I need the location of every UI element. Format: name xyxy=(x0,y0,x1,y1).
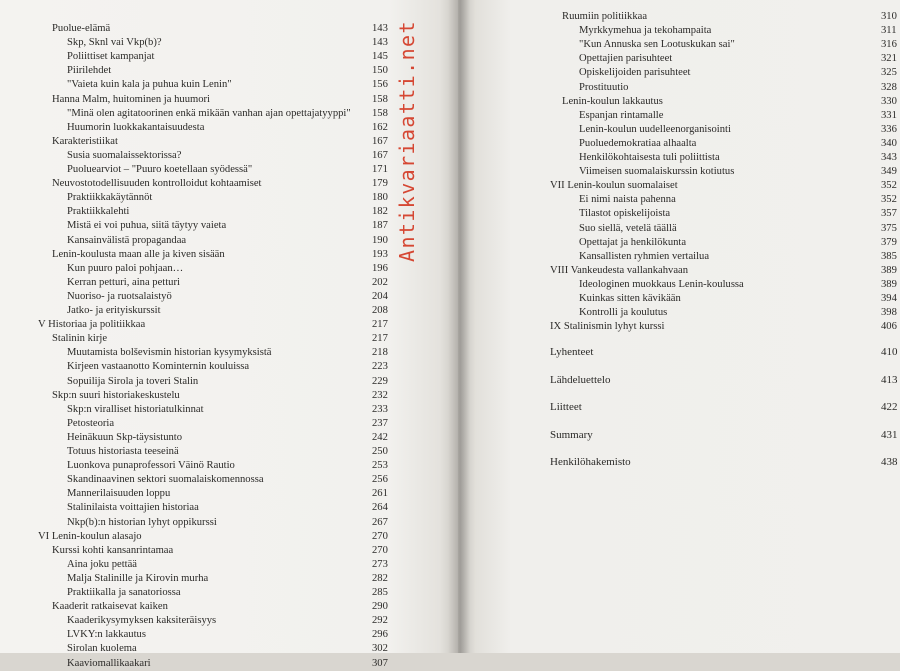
toc-entry-page-number: 406 xyxy=(881,321,897,333)
toc-entry xyxy=(458,178,900,193)
toc-entry-title: Kaaderit ratkaisevat kaiken xyxy=(52,601,168,613)
toc-entry-page-number: 389 xyxy=(881,278,897,290)
toc-entry-page-number: 310 xyxy=(881,11,897,22)
toc-entry xyxy=(0,49,458,64)
toc-entry xyxy=(0,359,458,374)
toc-entry-title: Malja Stalinille ja Kirovin murha xyxy=(67,572,209,584)
toc-entry xyxy=(0,204,458,219)
toc-entry-page-number: 292 xyxy=(372,615,388,627)
toc-entry xyxy=(0,233,458,248)
toc-entry-page-number: 285 xyxy=(372,587,388,598)
toc-entry xyxy=(0,458,458,473)
toc-entry-title: Prostituutio xyxy=(579,81,629,93)
toc-entry-title: Poliittiset kampanjat xyxy=(67,51,155,63)
toc-entry xyxy=(0,345,458,360)
toc-entry-title: Kuinkas sitten kävikään xyxy=(579,293,681,304)
toc-entry-title: Aina joku pettää xyxy=(67,558,138,570)
toc-entry xyxy=(0,529,458,544)
toc-entry-page-number: 394 xyxy=(881,293,897,304)
toc-entry-page-number: 253 xyxy=(372,460,388,472)
toc-entry xyxy=(458,164,900,179)
toc-entry-title: Totuus historiasta teeseinä xyxy=(67,446,179,457)
toc-entry xyxy=(458,65,900,80)
toc-entry-title: Opettajien parisuhteet xyxy=(579,53,673,65)
toc-entry-title: Kontrolli ja koulutus xyxy=(579,307,668,319)
toc-entry xyxy=(458,37,900,52)
toc-entry-title: Kansainvälistä propagandaa xyxy=(67,234,187,246)
toc-entry-page-number: 167 xyxy=(372,135,388,147)
toc-entry-title: Lenin-koulun lakkautus xyxy=(562,95,663,107)
toc-entry-page-number: 208 xyxy=(372,305,388,316)
toc-entry-page-number: 321 xyxy=(881,53,897,65)
toc-entry xyxy=(458,291,900,306)
toc-entry-page-number: 302 xyxy=(372,643,388,655)
toc-entry-title: Kaaviomallikaakari xyxy=(67,657,151,669)
toc-entry-page-number: 261 xyxy=(372,488,388,500)
toc-entry xyxy=(0,444,458,459)
toc-entry-title: Kurssi kohti kansanrintamaa xyxy=(52,544,174,556)
toc-entry xyxy=(458,235,900,250)
toc-entry-page-number: 158 xyxy=(372,107,388,119)
toc-entry xyxy=(0,613,458,628)
toc-entry-title: "Vaieta kuin kala ja puhua kuin Lenin" xyxy=(67,79,232,91)
toc-entry xyxy=(0,317,458,332)
toc-entry-title: V Historiaa ja politiikkaa xyxy=(38,319,146,331)
toc-entry xyxy=(0,92,458,107)
toc-entry-title: Espanjan rintamalle xyxy=(579,109,664,121)
toc-entry xyxy=(0,416,458,431)
toc-entry-page-number: 296 xyxy=(372,629,388,641)
toc-entry-page-number: 282 xyxy=(372,572,388,584)
toc-entry-page-number: 331 xyxy=(881,109,897,121)
toc-entry xyxy=(458,277,900,292)
toc-entry-title: Skp, Sknl vai Vkp(b)? xyxy=(67,37,162,49)
toc-entry-page-number: 256 xyxy=(372,474,388,486)
toc-entry-title: Praktiikalla ja sanatoriossa xyxy=(67,587,181,598)
toc-entry xyxy=(458,23,900,38)
toc-entry-title: Opiskelijoiden parisuhteet xyxy=(579,67,691,79)
toc-entry-title: Neuvostotodellisuuden kontrolloidut kohtaamiset xyxy=(52,178,262,190)
toc-entry-title: Kansallisten ryhmien vertailua xyxy=(579,250,710,262)
toc-entry-title: LVKY:n lakkautus xyxy=(67,629,146,641)
toc-entry-page-number: 218 xyxy=(372,347,388,359)
toc-entry-title: Myrkkymehua ja tekohampaita xyxy=(579,25,712,37)
toc-entry-title: Ideologinen muokkaus Lenin-koulussa xyxy=(579,278,744,290)
toc-entry xyxy=(0,35,458,50)
toc-entry xyxy=(458,51,900,66)
toc-entry-title: VI Lenin-koulun alasajo xyxy=(38,530,142,542)
toc-entry-page-number: 242 xyxy=(372,431,388,443)
toc-entry-title: Petosteoria xyxy=(67,417,115,429)
toc-entry-title: Tilastot opiskelijoista xyxy=(579,208,671,220)
toc-entry xyxy=(458,122,900,137)
toc-entry-title: Puoluedemokratiaa alhaalta xyxy=(579,137,697,149)
toc-entry-page-number: 270 xyxy=(372,530,388,542)
toc-entry-page-number: 389 xyxy=(881,264,897,276)
toc-entry-title: Skp:n suuri historiakeskustelu xyxy=(52,389,180,401)
toc-entry-page-number: 357 xyxy=(881,208,897,220)
toc-entry-page-number: 250 xyxy=(372,446,388,457)
toc-entry-page-number: 143 xyxy=(372,37,388,49)
toc-entry-title: Praktiikkalehti xyxy=(67,206,130,218)
toc-entry xyxy=(0,106,458,121)
toc-entry-page-number: 217 xyxy=(372,319,388,331)
toc-entry xyxy=(458,455,900,470)
toc-entry xyxy=(0,599,458,614)
toc-entry xyxy=(0,557,458,572)
toc-entry-page-number: 202 xyxy=(372,276,388,288)
toc-entry-title: Kerran petturi, aina petturi xyxy=(67,276,180,288)
toc-entry xyxy=(0,472,458,487)
toc-entry-title: IX Stalinismin lyhyt kurssi xyxy=(550,321,665,333)
toc-entry-page-number: 330 xyxy=(881,95,897,107)
toc-entry xyxy=(0,627,458,642)
toc-entry-title: "Kun Annuska sen Lootuskukan sai" xyxy=(579,39,735,51)
toc-entry-title: Piirilehdet xyxy=(67,65,112,77)
toc-entry-page-number: 316 xyxy=(881,39,897,51)
toc-entry-page-number: 143 xyxy=(372,23,388,34)
toc-entry xyxy=(0,275,458,290)
toc-entry xyxy=(0,261,458,276)
toc-entry-title: Henkilökohtaisesta tuli poliittista xyxy=(579,152,720,163)
toc-entry-title: Hanna Malm, huitominen ja huumori xyxy=(52,93,210,105)
toc-entry-title: Puoluearviot – "Puuro koetellaan syödessä" xyxy=(67,164,253,175)
toc-entry-page-number: 270 xyxy=(372,544,388,556)
toc-entry-page-number: 422 xyxy=(881,401,898,413)
toc-entry-title: Stalinilaista voittajien historiaa xyxy=(67,502,199,514)
toc-entry-page-number: 267 xyxy=(372,516,388,528)
toc-entry-page-number: 232 xyxy=(372,389,388,401)
toc-entry xyxy=(458,400,900,415)
toc-entry-page-number: 328 xyxy=(881,81,897,93)
toc-entry xyxy=(0,515,458,530)
toc-entry xyxy=(458,94,900,109)
toc-entry-page-number: 431 xyxy=(881,428,898,441)
toc-entry xyxy=(0,21,458,36)
toc-entry xyxy=(458,428,900,443)
toc-entry-page-number: 217 xyxy=(372,333,388,345)
toc-entry xyxy=(0,134,458,149)
toc-entry xyxy=(0,500,458,515)
toc-entry-page-number: 179 xyxy=(372,178,388,190)
toc-entry-page-number: 352 xyxy=(881,180,897,192)
toc-entry-title: Nkp(b):n historian lyhyt oppikurssi xyxy=(67,516,217,528)
toc-entry-page-number: 190 xyxy=(372,234,388,246)
toc-entry-title: Henkilöhakemisto xyxy=(550,456,631,468)
toc-entry xyxy=(458,249,900,264)
toc-entry-page-number: 307 xyxy=(372,657,388,669)
right-page xyxy=(458,0,900,653)
toc-entry-title: Skandinaavinen sektori suomalaiskomennossa xyxy=(67,474,264,486)
toc-entry xyxy=(0,303,458,318)
toc-entry-page-number: 229 xyxy=(372,375,388,387)
toc-entry-title: Mannerilaisuuden loppu xyxy=(67,488,171,500)
toc-entry-title: Jatko- ja erityiskurssit xyxy=(67,305,161,316)
toc-entry-title: Liitteet xyxy=(550,401,582,413)
toc-entry xyxy=(0,374,458,389)
toc-entry xyxy=(0,402,458,417)
toc-entry-title: Susia suomalaissektorissa? xyxy=(67,149,182,161)
toc-entry xyxy=(458,373,900,388)
toc-entry xyxy=(0,543,458,558)
toc-right xyxy=(458,0,900,653)
toc-entry xyxy=(0,190,458,205)
toc-entry-title: Sirolan kuolema xyxy=(67,643,137,655)
toc-entry xyxy=(458,305,900,320)
toc-entry xyxy=(0,571,458,586)
toc-entry xyxy=(0,120,458,135)
toc-entry-page-number: 196 xyxy=(372,262,388,274)
toc-entry-page-number: 375 xyxy=(881,222,897,234)
toc-entry-title: Suo siellä, vetelä täällä xyxy=(579,222,677,234)
toc-entry-page-number: 162 xyxy=(372,121,388,133)
toc-entry-page-number: 273 xyxy=(372,558,388,570)
toc-entry-page-number: 204 xyxy=(372,290,388,302)
toc-entry xyxy=(0,218,458,233)
toc-entry-page-number: 343 xyxy=(881,152,897,163)
toc-entry xyxy=(458,263,900,278)
toc-entry xyxy=(0,641,458,656)
toc-entry-page-number: 158 xyxy=(372,93,388,105)
toc-entry-page-number: 290 xyxy=(372,601,388,613)
toc-entry-title: Ruumiin politiikkaa xyxy=(562,11,648,22)
toc-entry-page-number: 352 xyxy=(881,194,897,206)
toc-entry-page-number: 438 xyxy=(881,456,898,468)
toc-entry xyxy=(0,77,458,92)
toc-entry-page-number: 171 xyxy=(372,164,388,175)
toc-entry-page-number: 167 xyxy=(372,149,388,161)
toc-entry xyxy=(458,345,900,360)
toc-entry-page-number: 410 xyxy=(881,346,898,358)
toc-entry xyxy=(0,162,458,177)
toc-entry-page-number: 145 xyxy=(372,51,388,63)
toc-entry-page-number: 325 xyxy=(881,67,897,79)
toc-entry-title: Kun puuro paloi pohjaan… xyxy=(67,262,184,274)
toc-entry-title: Huumorin luokkakantaisuudesta xyxy=(67,121,205,133)
toc-entry-page-number: 237 xyxy=(372,417,388,429)
toc-entry-page-number: 311 xyxy=(881,25,897,37)
toc-entry-title: Lyhenteet xyxy=(550,346,594,358)
toc-entry-title: Lenin-koulun uudelleenorganisointi xyxy=(579,123,731,135)
toc-entry xyxy=(0,430,458,445)
toc-entry-title: Ei nimi naista pahenna xyxy=(579,194,676,206)
toc-entry-page-number: 398 xyxy=(881,307,897,319)
toc-entry xyxy=(458,150,900,165)
toc-entry xyxy=(458,221,900,236)
toc-entry-title: Praktiikkakäytännöt xyxy=(67,192,153,204)
toc-entry-page-number: 233 xyxy=(372,403,388,415)
toc-entry-title: Sopuilija Sirola ja toveri Stalin xyxy=(67,375,199,387)
toc-entry-title: Kaaderikysymyksen kaksiteräisyys xyxy=(67,615,217,627)
toc-entry-page-number: 385 xyxy=(881,250,897,262)
toc-entry-page-number: 340 xyxy=(881,137,897,149)
toc-entry-page-number: 223 xyxy=(372,361,388,373)
toc-entry-page-number: 264 xyxy=(372,502,388,514)
toc-entry-page-number: 150 xyxy=(372,65,388,77)
toc-entry-title: Stalinin kirje xyxy=(52,333,108,345)
toc-entry xyxy=(0,247,458,262)
toc-entry xyxy=(458,136,900,151)
toc-entry-page-number: 182 xyxy=(372,206,388,218)
toc-entry-title: Mistä ei voi puhua, siitä täytyy vaieta xyxy=(67,220,227,232)
watermark: Antikvariaatti.net xyxy=(395,20,419,262)
toc-entry-title: VII Lenin-koulun suomalaiset xyxy=(550,180,678,192)
toc-entry-title: Karakteristiikat xyxy=(52,135,118,147)
toc-entry-title: Nuoriso- ja ruotsalaistyö xyxy=(67,290,172,302)
toc-entry-page-number: 193 xyxy=(372,248,388,260)
toc-entry-title: Skp:n viralliset historiatulkinnat xyxy=(67,403,204,415)
toc-entry-title: Summary xyxy=(550,428,593,441)
toc-entry-title: Kirjeen vastaanotto Kominternin kouluissa xyxy=(67,361,250,373)
toc-entry xyxy=(0,388,458,403)
toc-entry-page-number: 413 xyxy=(881,373,898,386)
toc-entry xyxy=(458,108,900,123)
toc-entry-page-number: 379 xyxy=(881,236,897,248)
toc-entry-title: Viimeisen suomalaiskurssin kotiutus xyxy=(579,166,735,178)
toc-entry xyxy=(458,80,900,95)
toc-entry xyxy=(458,319,900,334)
toc-entry-page-number: 349 xyxy=(881,166,897,178)
toc-entry xyxy=(458,9,900,24)
toc-entry-title: VIII Vankeudesta vallankahvaan xyxy=(550,264,689,276)
toc-entry-title: "Minä olen agitatoorinen enkä mikään vanhan ajan opettajatyyppi" xyxy=(67,107,351,119)
toc-entry-title: Opettajat ja henkilökunta xyxy=(579,236,687,248)
toc-entry-title: Lähdeluettelo xyxy=(550,373,611,386)
toc-entry xyxy=(0,585,458,600)
toc-entry-title: Heinäkuun Skp-täysistunto xyxy=(67,431,183,443)
toc-entry-title: Puolue-elämä xyxy=(52,23,111,34)
toc-entry xyxy=(0,289,458,304)
toc-entry xyxy=(0,486,458,501)
toc-entry xyxy=(0,331,458,346)
toc-entry xyxy=(0,176,458,191)
toc-entry-page-number: 180 xyxy=(372,192,388,204)
toc-entry-title: Muutamista bolševismin historian kysymyksistä xyxy=(67,347,272,359)
toc-entry-page-number: 156 xyxy=(372,79,388,91)
toc-entry-page-number: 187 xyxy=(372,220,388,232)
toc-entry xyxy=(0,63,458,78)
toc-entry xyxy=(0,148,458,163)
toc-entry xyxy=(0,656,458,671)
toc-entry-title: Lenin-koulusta maan alle ja kiven sisään xyxy=(52,248,225,260)
toc-entry xyxy=(458,206,900,221)
toc-entry-page-number: 336 xyxy=(881,123,897,135)
toc-entry xyxy=(458,192,900,207)
toc-entry-title: Luonkova punaprofessori Väinö Rautio xyxy=(67,460,235,472)
